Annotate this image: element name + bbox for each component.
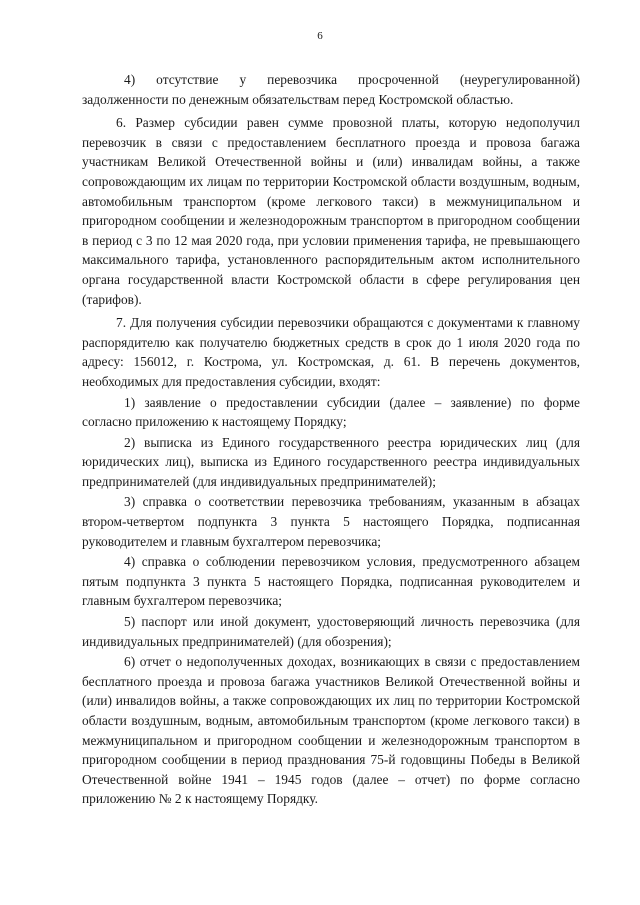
list-item-lost-income-report: 6) отчет о недополученных доходах, возникающих в связи с предоставлением бесплатного проезда и провоза багажа участников Великой Отечественной войны и (или) инвалидов войны, а также сопровождающих их лиц по территории Костромской области воздушным, водным, автомобильным транспортом (кроме легкового такси) в межмуниципальном и пригородном сообщении и железнодорожным транспортом в пригородном сообщении в период празднования 75-й годовщины Победы в Великой Отечественной войне 1941 – 1945 годов (далее – отчет) по форме согласно приложению № 2 к настоящему Порядку. [82,654,580,807]
paragraph-6-subsidy-amount: 6. Размер субсидии равен сумме провозной платы, которую недополучил перевозчик в связи с предоставлением бесплатного проезда и провоза багажа участникам Великой Отечественной войны и (или) инвалидам войны, а также сопровождающим их лицам по территории Костромской области воздушным, водным, автомобильным транспортом (кроме легкового такси) в межмуниципальном и пригородном сообщении и железнодорожным транспортом в пригородном сообщении в период с 3 по 12 мая 2020 года, при условии применения тарифа, не превышающего максимального тарифа, установленного распорядительным актом исполнительного органа государственной власти Костромской области в сфере регулирования цен (тарифов). [82,115,580,307]
list-item-application: 1) заявление о предоставлении субсидии (далее – заявление) по форме согласно приложению к настоящему Порядку; [82,394,580,430]
document-body [82,70,580,810]
paragraph-7-documents: 7. Для получения субсидии перевозчики обращаются с документами к главному распорядителю как получателю бюджетных средств в срок до 1 июля 2020 года по адресу: 156012, г. Кострома, ул. Костромская, д. 61. В перечень документов, необходимых для предоставления субсидии, входят: [82,315,580,389]
list-item-passport: 5) паспорт или иной документ, удостоверяющий личность перевозчика (для индивидуальных предпринимателей) (для обозрения); [82,614,580,649]
list-item-condition-certificate: 4) справка о соблюдении перевозчиком условия, предусмотренного абзацем пятым подпункта 3 пункта 5 настоящего Порядка, подписанная руководителем и главным бухгалтером перевозчика; [82,554,580,609]
list-item-registry-extract: 2) выписка из Единого государственного реестра юридических лиц (для юридических лиц), выписка из Единого государственного реестра индивидуальных предпринимателей (для индивидуальных предпринимателей); [82,434,580,489]
page-number: 6 [317,30,323,42]
paragraph-debt-condition: 4) отсутствие у перевозчика просроченной (неурегулированной) задолженности по денежным обязательствам перед Костромской областью. [82,72,580,107]
list-item-compliance-certificate: 3) справка о соответствии перевозчика требованиям, указанным в абзацах втором-четвертом подпункта 3 пункта 5 настоящего Порядка, подписанная руководителем и главным бухгалтером перевозчика; [82,494,580,549]
